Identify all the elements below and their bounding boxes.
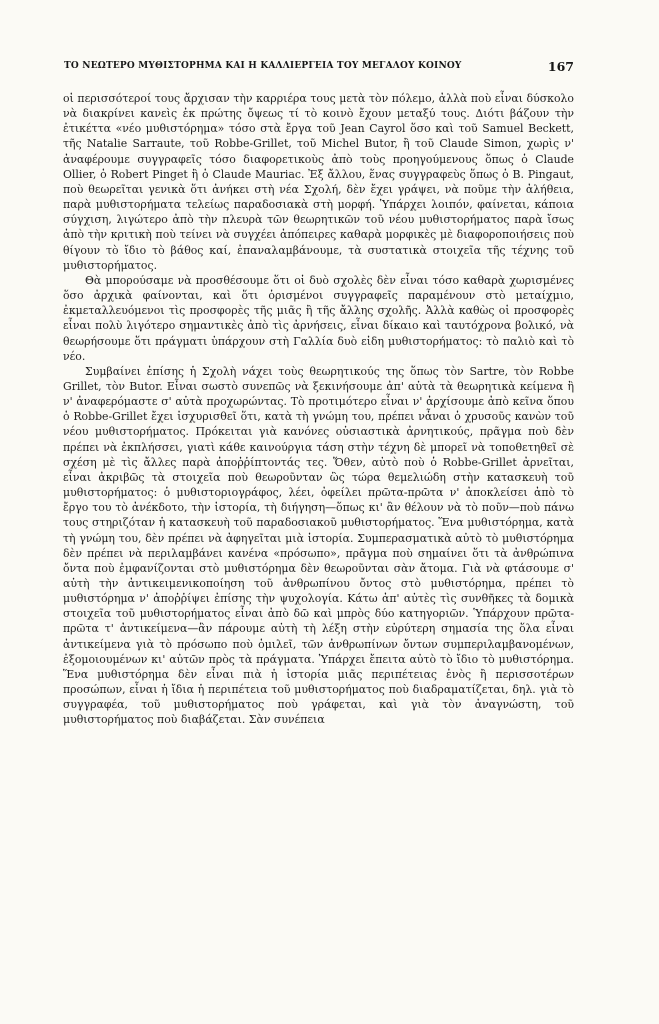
paragraph-2: Θὰ μπορούσαμε νὰ προσθέσουμε ὅτι οἱ δυὸ σχολὲς δὲν εἶναι τόσο καθαρὰ χωρισμένες ὅσο ἀρχικὰ φαίνονται, καὶ ὅτι ὁρισμένοι συγγραφεῖς παραμένουν στὸ μεταίχμιο, ἐκμεταλλευόμενοι τὶς προσφορὲς τῆς μιᾶς ἢ τῆς ἄλλης σχολῆς. Ἀλλὰ καθὼς οἱ προσφορὲς εἶναι πολὺ λιγότερο σημαντικὲς ἀπὸ τὶς ἀρνήσεις, εἶναι δίκαιο καὶ ταυτόχρονα βολικό, νὰ θεωρήσουμε ὅτι πράγματι ὑπάρχουν στὴ Γαλλία δυὸ εἰδη μυθιστορήματος: τὸ παλιὸ καὶ τὸ νέο. — [63, 273, 574, 363]
paragraph-3: Συμβαίνει ἐπίσης ἡ Σχολὴ νάχει τοὺς θεωρητικούς της ὅπως τὸν Sartre, τὸν Robbe Grillet, τὸν Butor. Εἶναι σωστὸ συνεπῶς νὰ ξεκινήσουμε ἀπ' αὐτὰ τὰ θεωρητικὰ κείμενα ἢ ν' ἀναφερόμαστε σ' αὐτὰ προχωρώντας. Τὸ προτιμότερο εἶναι ν' ἀρχίσουμε ἀπὸ κεῖνα ὅπου ὁ Robbe-Grillet ἔχει ἰσχυρισθεῖ ὅτι, κατὰ τὴ γνώμη του, πρέπει νἆναι ὁ χρυσοῦς κανὼν τοῦ νέου μυθιστορήματος. Πρόκειται γιὰ κανόνες οὐσιαστικὰ ἀρνητικούς, πρᾶγμα ποὺ δὲν πρέπει νὰ ἐκπλήσσει, γιατὶ κάθε καινούργια τάση στὴν τέχνη δὲ μπορεῖ νὰ τοποθετηθεῖ σὲ σχέση μὲ τὶς ἄλλες παρὰ ἀποῤῥίπτοντάς τες. Ὅθεν, αὐτὸ ποὺ ὁ Robbe-Grillet ἀρνεῖται, εἶναι ἀκριβῶς τὰ στοιχεῖα ποὺ θεωροῦνταν ὣς τώρα θεμελιώδη στὴν κατασκευὴ τοῦ μυθιστορήματος: ὁ μυθιστοριογράφος, λέει, ὀφείλει πρῶτα-πρῶτα ν' ἀποκλείσει ἀπὸ τὸ ἔργο του τὸ ἀνέκδοτο, τὴν ἱστορία, τὴ διήγηση—ὅπως κι' ἂν θέλουν νὰ τὸ ποῦν—ποὺ πάνω τους στηριζόταν ἡ κατασκευὴ τοῦ παραδοσιακοῦ μυθιστορήματος. Ἕνα μυθιστόρημα, κατὰ τὴ γνώμη του, δὲν πρέπει νὰ ἀφηγεῖται μιὰ ἱστορία. Συμπερασματικὰ αὐτὸ τὸ μυθιστόρημα δὲν πρέπει νὰ περιλαμβάνει κανένα «πρόσωπο», πρᾶγμα ποὺ σημαίνει ὅτι τὰ ἀνθρώπινα ὄντα ποὺ ἐμφανίζονται στὸ μυθιστόρημα δὲν θεωροῦνται σὰν ἄτομα. Γιὰ νὰ φτάσουμε σ' αὐτὴ τὴν ἀντικειμενικοποίηση τοῦ ἀνθρωπίνου ὄντος στὸ μυθιστόρημα, πρέπει τὸ μυθιστόρημα ν' ἀποῤῥίψει ἐπίσης τὴν ψυχολογία. Κάτω ἀπ' αὐτὲς τὶς συνθῆκες τὰ δομικὰ στοιχεῖα τοῦ μυθιστορήματος εἶναι ἀπὸ δῶ καὶ μπρὸς δύο κατηγοριῶν. Ὑπάρχουν πρῶτα-πρῶτα τ' ἀντικείμενα—ἂν πάρουμε αὐτὴ τὴ λέξη στὴν εὐρύτερη σημασία της ὅλα εἶναι ἀντικείμενα γιὰ τὸ πρόσωπο ποὺ ὁμιλεῖ, τῶν ἀνθρωπίνων ὄντων συμπεριλαμβανομένων, ἐξομοιουμένων κι' αὐτῶν πρὸς τὰ πράγματα. Ὑπάρχει ἔπειτα αὐτὸ τὸ ἴδιο τὸ μυθιστόρημα. Ἕνα μυθιστόρημα δὲν εἶναι πιὰ ἡ ἱστορία μιᾶς περιπέτειας ἑνὸς ἢ περισσοτέρων προσώπων, εἶναι ἡ ἴδια ἡ περιπέτεια τοῦ μυθιστορήματος ποὺ διαδραματίζεται, δηλ. γιὰ τὸ συγγραφέα, τοῦ μυθιστορήματος ποὺ γράφεται, καὶ γιὰ τὸν ἀναγνώστη, τοῦ μυθιστορήματος ποὺ διαβάζεται. Σὰν συνέπεια — [63, 364, 574, 727]
paragraph-1: οἱ περισσότεροί τους ἄρχισαν τὴν καρριέρα τους μετὰ τὸν πόλεμο, ἀλλὰ ποὺ εἶναι δύσκολο νὰ διακρίνει κανεὶς ἐκ πρώτης ὄψεως τί τὸ κοινὸ ἔχουν μεταξύ τους. Διότι βάζουν τὴν ἐτικέττα «νέο μυθιστόρημα» τόσο στὰ ἔργα τοῦ Jean Cayrol ὅσο καὶ τοῦ Samuel Beckett, τῆς Natalie Sarraute, τοῦ Robbe-Grillet, τοῦ Michel Butor, ἢ τοῦ Claude Simon, χωρὶς ν' ἀναφέρουμε συγγραφεῖς τόσο διαφορετικοὺς ἀπὸ τοὺς προηγούμενους ὅπως ὁ Claude Ollier, ὁ Robert Pinget ἢ ὁ Claude Mauriac. Ἐξ ἄλλου, ἕνας συγγραφεὺς ὅπως ὁ B. Pingaut, ποὺ θεωρεῖται γενικὰ ὅτι ἀνήκει στὴ νέα Σχολή, δὲν ἔχει γράψει, νὰ ποῦμε τὴν ἀλήθεια, παρὰ μυθιστορήματα τελείως παραδοσιακὰ στὴ μορφή. Ὑπάρχει λοιπόν, φαίνεται, κάποια σύγχιση, λιγώτερο ἀπὸ τὴν πλευρὰ τῶν θεωρητικῶν τοῦ νέου μυθιστορήματος παρὰ ἴσως ἀπὸ τὴν κριτικὴ ποὺ τείνει νὰ συγχέει ἀπόπειρες καθαρὰ μορφικὲς μὲ διαφοροποιήσεις ποὺ θίγουν τὸ ἴδιο τὸ βάθος καί, ἐπαναλαμβάνουμε, τὰ συστατικὰ στοιχεῖα τῆς τέχνης τοῦ μυθιστορήματος. — [63, 92, 574, 272]
page-header — [64, 59, 574, 79]
body-text — [63, 91, 574, 728]
running-title: ΤΟ ΝΕΩΤΕΡΟ ΜΥΘΙΣΤΟΡΗΜΑ ΚΑΙ Η ΚΑΛΛΙΕΡΓΕΙΑ ΤΟΥ ΜΕΓΑΛΟΥ ΚΟΙΝΟΥ — [64, 61, 462, 71]
page-number: 167 — [547, 59, 574, 74]
